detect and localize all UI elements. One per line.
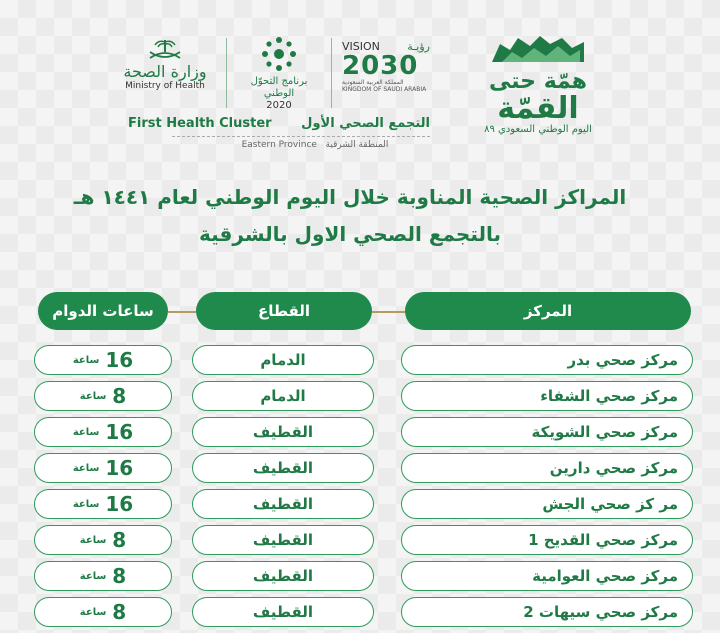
hours-value: 16 bbox=[105, 456, 134, 480]
hours-unit: ساعة bbox=[79, 390, 107, 402]
transformation-program-logo bbox=[236, 36, 322, 111]
sector-cell: الدمام bbox=[192, 381, 374, 411]
hours-unit: ساعة bbox=[79, 570, 107, 582]
center-cell bbox=[401, 345, 693, 375]
cluster-name-arabic: التجمع الصحي الأول bbox=[301, 116, 430, 131]
hours-cell bbox=[34, 345, 172, 375]
center-cell bbox=[401, 597, 693, 627]
center-cell bbox=[401, 381, 693, 411]
cluster-name bbox=[128, 116, 430, 131]
center-cell bbox=[401, 453, 693, 483]
mountain-map-icon bbox=[488, 32, 588, 66]
badge-slogan-line1: همّة حتى bbox=[488, 69, 588, 94]
column-header-sector: القطاع bbox=[196, 292, 372, 330]
page-title-line2: بالتجمع الصحي الاول بالشرقية bbox=[198, 222, 502, 246]
hours-unit: ساعة bbox=[72, 498, 100, 510]
header-connector bbox=[168, 311, 196, 313]
center-name: مركز صحي العوامية bbox=[532, 567, 678, 585]
center-name: مركز صحي القديح 1 bbox=[528, 531, 678, 549]
vision-year: 2030 bbox=[342, 51, 419, 81]
hours-unit: ساعة bbox=[79, 606, 107, 618]
sector-cell: القطيف bbox=[192, 489, 374, 519]
hours-cell bbox=[34, 381, 172, 411]
dashed-divider bbox=[172, 136, 430, 137]
program-year: 2020 bbox=[266, 100, 292, 111]
province-english: Eastern Province bbox=[241, 140, 317, 150]
hours-cell bbox=[34, 489, 172, 519]
hours-cell bbox=[34, 597, 172, 627]
hours-value: 8 bbox=[112, 564, 127, 588]
sector-cell: القطيف bbox=[192, 417, 374, 447]
badge-national-day: اليوم الوطني السعودي ٨٩ bbox=[484, 124, 592, 135]
page-title-line1: المراكز الصحية المناوبة خلال اليوم الوطني لعام ١٤٤١ هـ bbox=[73, 185, 627, 209]
logo-divider bbox=[331, 38, 332, 108]
hours-value: 8 bbox=[112, 528, 127, 552]
center-name: مركز صحي سيهات 2 bbox=[523, 603, 678, 621]
national-day-badge bbox=[478, 32, 598, 150]
hours-cell bbox=[34, 453, 172, 483]
program-star-emblem-icon bbox=[261, 36, 297, 72]
vision-arabic-label: رؤيـة bbox=[407, 40, 430, 53]
hours-unit: ساعة bbox=[72, 354, 100, 366]
vision-2030-logo bbox=[342, 40, 432, 93]
center-name: مركز صحي الشفاء bbox=[540, 387, 678, 405]
center-name: مر كز صحي الجش bbox=[542, 495, 678, 513]
header-connector bbox=[372, 311, 405, 313]
hours-value: 16 bbox=[105, 492, 134, 516]
program-name-line1: برنامج التحوّل bbox=[250, 76, 308, 87]
hours-value: 8 bbox=[112, 600, 127, 624]
ministry-of-health-logo bbox=[120, 38, 210, 91]
hours-unit: ساعة bbox=[72, 426, 100, 438]
program-name-line2: الوطني bbox=[263, 88, 295, 99]
province-arabic: المنطقة الشرقية bbox=[325, 140, 389, 150]
hours-value: 16 bbox=[105, 420, 134, 444]
center-name: مركز صحي بدر bbox=[567, 351, 678, 369]
badge-slogan-line2: القمّة bbox=[497, 91, 579, 126]
sector-cell: الدمام bbox=[192, 345, 374, 375]
hours-value: 16 bbox=[105, 348, 134, 372]
sector-cell: القطيف bbox=[192, 453, 374, 483]
center-cell bbox=[401, 417, 693, 447]
column-header-hours: ساعات الدوام bbox=[38, 292, 168, 330]
hours-cell bbox=[34, 525, 172, 555]
palm-swords-emblem-icon bbox=[142, 38, 188, 60]
center-cell bbox=[401, 525, 693, 555]
moh-arabic-name: وزارة الصحة bbox=[123, 62, 207, 81]
sector-cell: القطيف bbox=[192, 597, 374, 627]
vision-subtitle-english: KINGDOM OF SAUDI ARABIA bbox=[342, 86, 427, 93]
logo-divider bbox=[226, 38, 227, 108]
center-name: مركز صحي الشويكة bbox=[531, 423, 678, 441]
hours-cell bbox=[34, 417, 172, 447]
vision-english-label: VISION bbox=[342, 40, 380, 53]
province-label bbox=[200, 140, 430, 150]
sector-cell: القطيف bbox=[192, 525, 374, 555]
hours-cell bbox=[34, 561, 172, 591]
hours-unit: ساعة bbox=[79, 534, 107, 546]
moh-english-name: Ministry of Health bbox=[125, 81, 205, 91]
center-cell bbox=[401, 561, 693, 591]
cluster-name-english: First Health Cluster bbox=[128, 116, 272, 131]
hours-unit: ساعة bbox=[72, 462, 100, 474]
column-header-center: المركز bbox=[405, 292, 691, 330]
hours-value: 8 bbox=[112, 384, 127, 408]
center-cell bbox=[401, 489, 693, 519]
center-name: مركز صحي دارين bbox=[549, 459, 678, 477]
vision-subtitle-arabic: المملكة العربية السعودية bbox=[342, 79, 404, 86]
sector-cell: القطيف bbox=[192, 561, 374, 591]
